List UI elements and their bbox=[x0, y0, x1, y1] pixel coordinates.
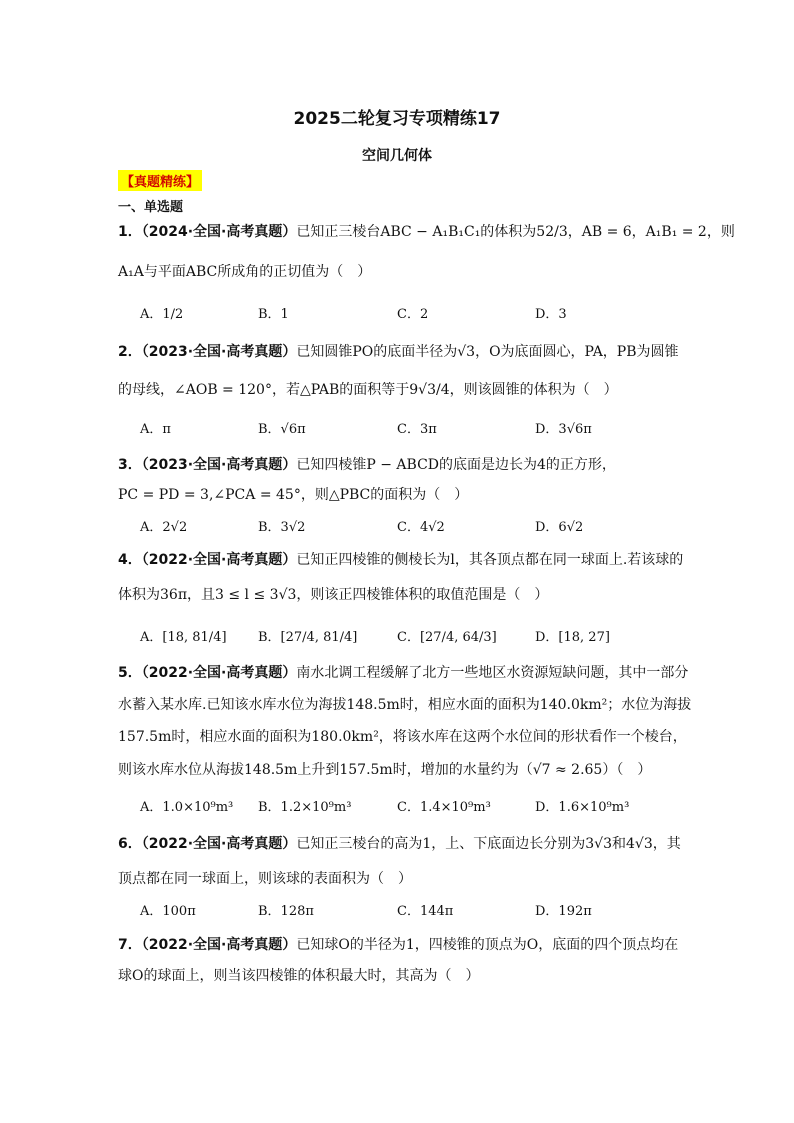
question-source: （2022·全国·高考真题） bbox=[141, 937, 297, 953]
question-text: 已知正三棱台的高为1，上、下底面边长分别为3√3和4√3，其 bbox=[296, 836, 681, 852]
question-source: （2023·全国·高考真题） bbox=[141, 457, 297, 473]
question-number: 6． bbox=[118, 836, 142, 852]
question-source: （2022·全国·高考真题） bbox=[141, 552, 297, 568]
option-c: C．2 bbox=[397, 307, 429, 322]
question-5-line-3: 157.5m时，相应水面的面积为180.0km²，将该水库在这两个水位间的形状看作一个棱台， bbox=[118, 729, 687, 745]
question-source: （2022·全国·高考真题） bbox=[141, 665, 297, 681]
question-1-line-1 bbox=[118, 222, 735, 242]
question-number: 4． bbox=[118, 552, 142, 568]
question-text: 已知四棱锥P − ABCD的底面是边长为4的正方形， bbox=[296, 457, 616, 473]
option-b: B．√6π bbox=[258, 422, 306, 437]
question-4-line-2: 体积为36π，且3 ≤ l ≤ 3√3，则该正四棱锥体积的取值范围是（ ） bbox=[118, 587, 549, 603]
option-d: D．192π bbox=[535, 904, 592, 919]
option-c: C．4√2 bbox=[397, 520, 445, 535]
option-c: C．[27/4, 64/3] bbox=[397, 630, 497, 645]
question-3-line-1 bbox=[118, 455, 616, 475]
option-b: B．1.2×10⁹m³ bbox=[258, 800, 352, 815]
question-text: 南水北调工程缓解了北方一些地区水资源短缺问题，其中一部分 bbox=[296, 665, 689, 681]
question-text: 已知正四棱锥的侧棱长为l，其各顶点都在同一球面上.若该球的 bbox=[296, 552, 684, 568]
question-number: 2． bbox=[118, 344, 142, 360]
option-c: C．144π bbox=[397, 904, 454, 919]
question-2-line-2: 的母线，∠AOB = 120°，若△PAB的面积等于9√3/4，则该圆锥的体积为（ ） bbox=[118, 382, 618, 398]
option-a: A．100π bbox=[140, 904, 196, 919]
question-6-line-2: 顶点都在同一球面上，则该球的表面积为（ ） bbox=[118, 871, 412, 887]
page-subtitle: 空间几何体 bbox=[362, 148, 432, 164]
option-b: B．128π bbox=[258, 904, 314, 919]
question-7-line-1 bbox=[118, 935, 678, 955]
question-5-line-1 bbox=[118, 663, 688, 683]
option-a: A．[18, 81/4] bbox=[140, 630, 227, 645]
question-6-line-1 bbox=[118, 834, 681, 854]
question-text: 已知圆锥PO的底面半径为√3，O为底面圆心，PA，PB为圆锥 bbox=[296, 344, 679, 360]
option-d: D．3 bbox=[535, 307, 567, 322]
option-a: A．2√2 bbox=[140, 520, 188, 535]
question-text: 已知球O的半径为1，四棱锥的顶点为O，底面的四个顶点均在 bbox=[296, 937, 679, 953]
question-1-line-2: A₁A与平面ABC所成角的正切值为（ ） bbox=[118, 264, 372, 280]
question-number: 3． bbox=[118, 457, 142, 473]
option-a: A．π bbox=[140, 422, 171, 437]
option-d: D．1.6×10⁹m³ bbox=[535, 800, 630, 815]
question-5-line-4: 则该水库水位从海拔148.5m上升到157.5m时，增加的水量约为（√7 ≈ 2.65）（ ） bbox=[118, 762, 652, 778]
question-5-line-2: 水蓄入某水库.已知该水库水位为海拔148.5m时，相应水面的面积为140.0km²；水位为海拔 bbox=[118, 697, 692, 713]
question-3-line-2: PC = PD = 3,∠PCA = 45°，则△PBC的面积为（ ） bbox=[118, 487, 469, 503]
question-4-line-1 bbox=[118, 550, 683, 570]
question-text: 已知正三棱台ABC − A₁B₁C₁的体积为52/3，AB = 6，A₁B₁ = 2，则 bbox=[296, 224, 735, 240]
question-number: 5． bbox=[118, 665, 142, 681]
option-d: D．6√2 bbox=[535, 520, 584, 535]
page-title: 2025二轮复习专项精练17 bbox=[293, 109, 501, 129]
question-number: 7． bbox=[118, 937, 142, 953]
question-source: （2024·全国·高考真题） bbox=[141, 224, 297, 240]
option-c: C．3π bbox=[397, 422, 437, 437]
option-b: B．1 bbox=[258, 307, 289, 322]
option-a: A．1/2 bbox=[140, 307, 184, 322]
option-c: C．1.4×10⁹m³ bbox=[397, 800, 491, 815]
question-source: （2022·全国·高考真题） bbox=[141, 836, 297, 852]
section-heading: 一、单选题 bbox=[118, 200, 184, 215]
option-d: D．[18, 27] bbox=[535, 630, 610, 645]
option-b: B．[27/4, 81/4] bbox=[258, 630, 358, 645]
question-source: （2023·全国·高考真题） bbox=[141, 344, 297, 360]
section-tag: 【真题精练】 bbox=[118, 170, 202, 191]
option-b: B．3√2 bbox=[258, 520, 306, 535]
question-number: 1． bbox=[118, 224, 142, 240]
option-d: D．3√6π bbox=[535, 422, 592, 437]
option-a: A．1.0×10⁹m³ bbox=[140, 800, 234, 815]
question-2-line-1 bbox=[118, 342, 679, 362]
question-7-line-2: 球O的球面上，则当该四棱锥的体积最大时，其高为（ ） bbox=[118, 968, 480, 984]
